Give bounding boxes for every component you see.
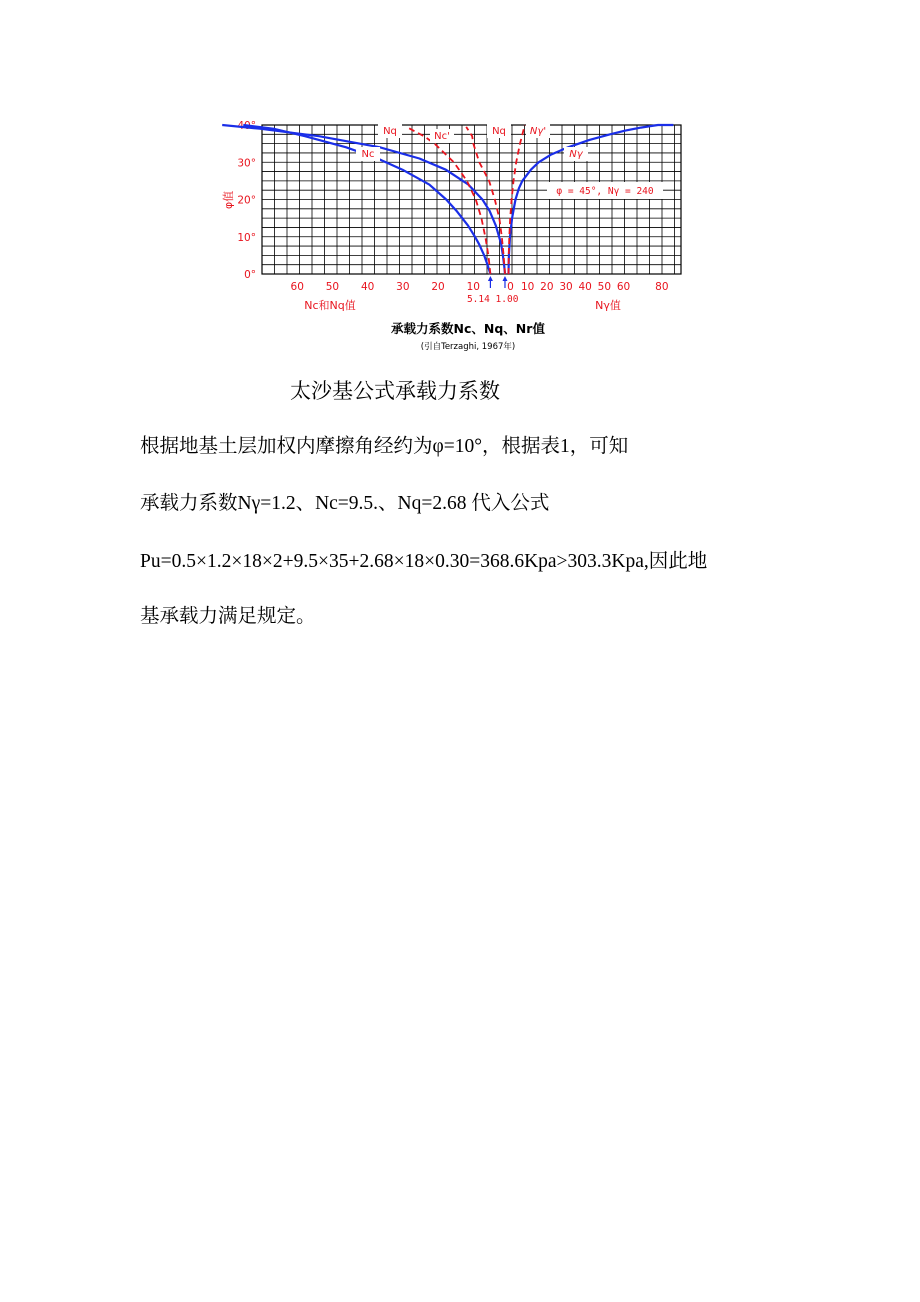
x-tick-label-right: 20 [540,281,554,293]
x-tick-label-right: 30 [559,281,573,293]
marker-arrowhead [502,276,507,281]
marker-label: 1.00 [495,294,519,305]
y-axis-label: φ值 [222,190,235,210]
curve-label: Nq [492,126,506,137]
paragraph-line-1: 根据地基土层加权内摩擦角经约为φ=10°，根据表1，可知 [140,436,629,457]
x-tick-label-left: 10 [466,281,480,293]
x-tick-label-right: 80 [655,281,669,293]
x-tick-label-left: 20 [431,281,445,293]
y-tick-label: 40° [237,120,256,132]
paragraph-line-4: 基承载力满足规定。 [140,606,316,627]
x-tick-label-right: 10 [520,281,535,293]
y-tick-label: 20° [237,194,256,207]
y-tick-label: 0° [244,269,256,281]
chart-source-note: (引自Terzaghi, 1967年) [420,342,516,352]
curve-label: Nγ [569,149,583,160]
x-tick-label-right: 50 [597,281,612,293]
bearing-capacity-chart [220,112,690,357]
marker-arrowhead [488,276,493,281]
y-tick-label: 10° [237,231,256,244]
paragraph-line-2: 承载力系数Nγ=1.2、Nc=9.5.、Nq=2.68 代入公式 [140,493,550,514]
curve-label: Nq [383,126,397,137]
x-tick-label-left: 50 [325,281,340,293]
curve-label: Nγ' [529,126,547,137]
curve-label: Nc' [434,131,450,142]
marker-label: 5.14 [466,294,490,305]
x-tick-label-right: 40 [578,281,592,293]
curve-label: Nc [361,149,375,160]
x-axis-label-right: Nγ值 [595,299,621,312]
x-tick-label-left: 60 [290,281,304,293]
x-axis-label-left: Nc和Nq值 [304,299,356,312]
x-tick-label-right: 0 [507,281,514,293]
x-tick-label-left: 30 [396,281,410,293]
figure-caption: 太沙基公式承载力系数 [290,379,500,403]
y-tick-label: 30° [237,157,256,170]
paragraph-line-3: Pu=0.5×1.2×18×2+9.5×35+2.68×18×0.30=368.6Kpa>303.3Kpa,因此地 [140,551,708,572]
annotation-text: φ = 45°, Nγ = 240 [556,186,654,197]
x-tick-label-right: 60 [616,281,631,293]
x-tick-label-left: 40 [360,281,375,293]
x-axis-title: 承载力系数Nc、Nq、Nr值 [391,321,545,336]
